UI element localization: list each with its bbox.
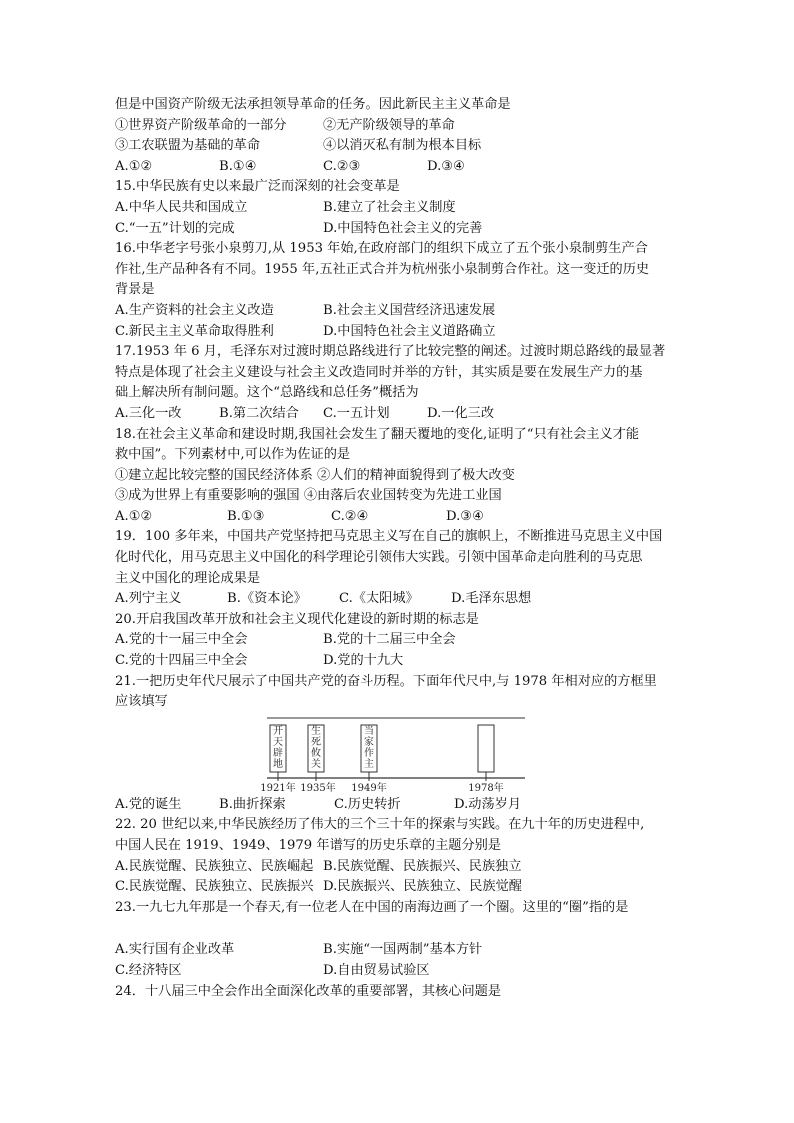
box3-char: 家 — [364, 736, 374, 748]
box3-char: 作 — [364, 747, 374, 759]
answer-a: A.党的诞生 — [115, 796, 182, 812]
question-21-stem: 应该填写 — [115, 694, 168, 710]
answer-b: B.第二次结合 — [219, 405, 299, 421]
answer-d: D.动荡岁月 — [454, 796, 522, 812]
box-1978-blank — [478, 725, 494, 772]
answer-row — [115, 507, 685, 528]
question-16-stem: 背景是 — [115, 282, 155, 298]
answer-d: D.毛泽东思想 — [451, 591, 532, 607]
question-22-stem: 22. 20 世纪以来,中华民族经历了伟大的三个三十年的探索与实践。在九十年的历史进程中, — [115, 817, 645, 833]
option-2: ②无产阶级领导的革命 — [323, 117, 455, 133]
question-17-stem: 特点是体现了社会主义建设与社会主义改造同时并举的方针，其实质是要在发展生产力的基 — [115, 364, 643, 380]
option-1: ①世界资产阶级革命的一部分 — [115, 117, 287, 133]
question-18-stem: 18.在社会主义革命和建设时期,我国社会发生了翻天覆地的变化,证明了“只有社会主义才能 — [115, 426, 640, 442]
year-label: 1935年 — [300, 782, 336, 794]
question-23-stem: 23.一九七九年那是一个春天,有一位老人在中国的南海边画了一个圈。这里的“圈”指的是 — [115, 899, 629, 915]
box3-char: 当 — [364, 725, 374, 737]
answer-d: D.自由贸易试验区 — [323, 962, 430, 978]
answer-b: B.建立了社会主义制度 — [323, 199, 456, 215]
blank-gap — [115, 918, 685, 940]
exam-page — [115, 95, 685, 1002]
answer-b: B.曲折探索 — [219, 796, 286, 812]
answer-row — [115, 301, 685, 322]
answer-a: A.①② — [115, 508, 153, 524]
timeline-ruler — [260, 717, 527, 794]
question-19-stem: 19．100 多年来，中国共产党坚持把马克思主义写在自己的旗帜上，不断推进马克思主义中国 — [115, 529, 663, 545]
answer-a: A.党的十一届三中全会 — [115, 632, 248, 648]
answer-c: C.一五计划 — [323, 405, 390, 421]
question-17-stem: 础上解决所有制问题。这个“总路线和总任务”概括为 — [115, 385, 419, 401]
answer-c: C.党的十四届三中全会 — [115, 653, 248, 669]
box1-char: 天 — [273, 736, 283, 748]
box1-char: 辟 — [273, 747, 283, 759]
answer-b: B.《资本论》 — [227, 591, 307, 607]
answer-a: A.①② — [115, 158, 153, 174]
question-19-stem: 化时代化，用马克思主义中国化的科学理论引领伟大实践。引领中国革命走向胜利的马克思 — [115, 550, 643, 566]
question-22-stem: 中国人民在 1919、1949、1979 年谱写的历史乐章的主题分别是 — [115, 838, 502, 853]
answer-b: B.①③ — [227, 508, 265, 524]
answer-c: C.历史转折 — [334, 796, 401, 812]
answer-b: B.实施“一国两制”基本方针 — [323, 942, 483, 958]
box1-char: 开 — [273, 725, 283, 737]
answer-c: C.新民主主义革命取得胜利 — [115, 323, 274, 339]
answer-c: C.“一五”计划的完成 — [115, 220, 235, 236]
answer-c: C.②③ — [323, 158, 361, 174]
answer-row — [115, 589, 685, 610]
answer-a: A.列宁主义 — [115, 591, 182, 607]
answer-row — [115, 877, 685, 898]
box3-char: 主 — [364, 758, 374, 770]
option-line: ③成为世界上有重要影响的强国 ④由落后农业国转变为先进工业国 — [115, 488, 502, 504]
answer-b: B.党的十二届三中全会 — [323, 632, 456, 648]
answer-row — [115, 651, 685, 672]
question-18-stem: 救中国”。下列素材中,可以作为佐证的是 — [115, 447, 351, 463]
answer-row — [115, 630, 685, 651]
question-15-stem: 15.中华民族有史以来最广泛而深刻的社会变革是 — [115, 179, 400, 195]
question-16-stem: 作社,生产品种各有不同。1955 年,五社正式合并为杭州张小泉制剪合作社。这一变迁的历史 — [115, 261, 650, 277]
answer-b: B.民族觉醒、民族振兴、民族独立 — [323, 858, 522, 874]
question-16-stem: 16.中华老字号张小泉剪刀,从 1953 年始,在政府部门的组织下成立了五个张小泉制剪生产合 — [115, 241, 648, 257]
answer-a: A.生产资料的社会主义改造 — [115, 302, 274, 318]
answer-c: C.民族觉醒、民族独立、民族振兴 — [115, 879, 314, 895]
answer-c: C.②④ — [331, 508, 369, 524]
answer-row — [115, 940, 685, 961]
question-24-stem: 24．十八届三中全会作出全面深化改革的重要部署，其核心问题是 — [115, 983, 502, 999]
answer-row — [115, 961, 685, 982]
option-row — [115, 136, 685, 157]
answer-d: D.民族振兴、民族独立、民族觉醒 — [323, 879, 522, 895]
year-label: 1949年 — [351, 782, 387, 794]
answer-d: D.③④ — [427, 158, 465, 174]
answer-a: A.中华人民共和国成立 — [115, 199, 248, 215]
answer-row — [115, 795, 685, 816]
answer-row — [115, 404, 685, 425]
answer-d: D.③④ — [446, 508, 484, 524]
year-label: 1978年 — [468, 782, 504, 794]
answer-row — [115, 198, 685, 219]
answer-d: D.中国特色社会主义道路确立 — [323, 323, 496, 339]
answer-d: D.一化三改 — [427, 405, 495, 421]
answer-row — [115, 157, 685, 178]
answer-row — [115, 219, 685, 240]
option-3: ③工农联盟为基础的革命 — [115, 138, 261, 154]
answer-row — [115, 322, 685, 343]
answer-b: B.社会主义国营经济迅速发展 — [323, 302, 496, 318]
option-line: ①建立起比较完整的国民经济体系 ②人们的精神面貌得到了极大改变 — [115, 467, 515, 483]
answer-row — [115, 857, 685, 878]
answer-b: B.①④ — [219, 158, 257, 174]
answer-a: A.实行国有企业改革 — [115, 942, 235, 958]
question-21-stem: 21.一把历史年代尺展示了中国共产党的奋斗历程。下面年代尺中,与 1978 年相对应的方框里 — [115, 673, 657, 689]
year-label: 1921年 — [260, 782, 296, 794]
box2-char: 攸 — [311, 747, 321, 759]
box1-char: 地 — [273, 758, 283, 770]
box2-char: 死 — [311, 736, 321, 748]
answer-c: C.《太阳城》 — [339, 591, 419, 607]
answer-d: D.党的十九大 — [323, 653, 404, 669]
question-20-stem: 20.开启我国改革开放和社会主义现代化建设的新时期的标志是 — [115, 611, 479, 627]
question-stem: 但是中国资产阶级无法承担领导革命的任务。因此新民主主义革命是 — [115, 97, 511, 112]
answer-a: A.三化一改 — [115, 405, 182, 421]
answer-d: D.中国特色社会主义的完善 — [323, 220, 483, 236]
question-17-stem: 17.1953 年 6 月，毛泽东对过渡时期总路线进行了比较完整的阐述。过渡时期总路线的最显著 — [115, 344, 666, 360]
option-4: ④以消灭私有制为根本目标 — [323, 138, 482, 154]
option-row — [115, 116, 685, 137]
answer-c: C.经济特区 — [115, 962, 182, 978]
box2-char: 生 — [311, 725, 321, 737]
question-19-stem: 主义中国化的理论成果是 — [115, 570, 261, 586]
box2-char: 关 — [311, 758, 321, 770]
answer-a: A.民族觉醒、民族独立、民族崛起 — [115, 858, 314, 874]
timeline-figure — [115, 717, 685, 793]
